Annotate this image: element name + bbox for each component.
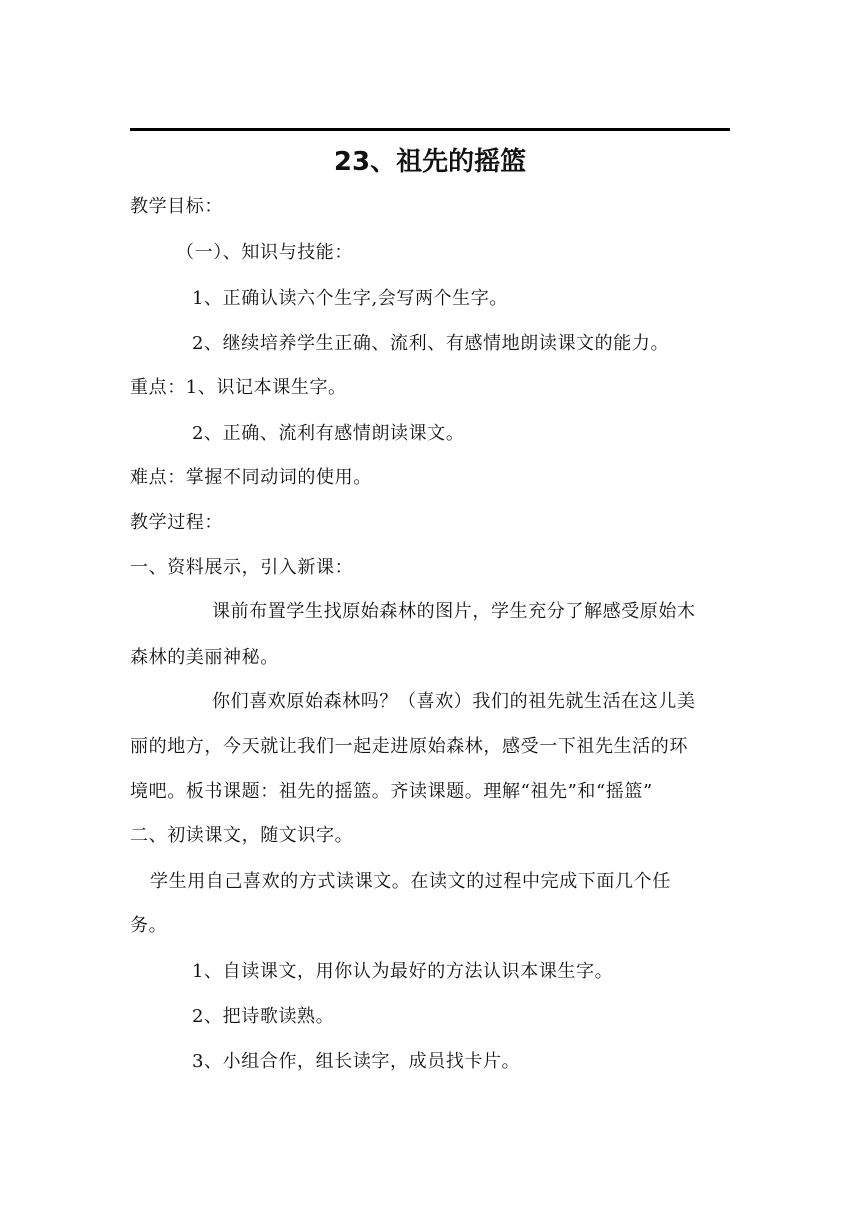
section-two-heading: 二、初读课文，随文识字。 [130,825,354,846]
paragraph-3-line-1: 学生用自己喜欢的方式读课文。在读文的过程中完成下面几个任 [150,871,671,892]
paragraph-2-line-1: 你们喜欢原始森林吗？（喜欢）我们的祖先就生活在这儿美 [212,691,696,712]
paragraph-1-line-2: 森林的美丽神秘。 [130,647,279,668]
task-item-2: 2、把诗歌读熟。 [192,1006,335,1027]
goal-item-2: 2、继续培养学生正确、流利、有感情地朗读课文的能力。 [192,333,670,354]
teaching-goals-heading: 教学目标： [130,196,223,217]
header-rule [130,128,730,131]
paragraph-2-line-2: 丽的地方，今天就让我们一起走进原始森林，感受一下祖先生活的环 [130,736,688,757]
paragraph-3-line-2: 务。 [130,915,168,936]
goal-item-1: 1、正确认读六个生字,会写两个生字。 [192,288,508,309]
difficulty-line: 难点：掌握不同动词的使用。 [130,467,372,488]
task-item-1: 1、自读课文，用你认为最好的方法认识本课生字。 [192,961,614,982]
key-points-2: 2、正确、流利有感情朗读课文。 [192,423,465,444]
section-one-heading: 一、资料展示，引入新课： [130,557,354,578]
key-points-1: 重点：1、识记本课生字。 [130,377,347,398]
paragraph-2-line-3: 境吧。板书课题：祖先的摇篮。齐读课题。理解“祖先”和“摇篮” [130,781,653,802]
teaching-process-heading: 教学过程： [130,512,223,533]
paragraph-1-line-1: 课前布置学生找原始森林的图片，学生充分了解感受原始木 [212,601,696,622]
task-item-3: 3、小组合作，组长读字，成员找卡片。 [192,1051,521,1072]
document-title: 23、祖先的摇篮 [333,147,527,177]
knowledge-skills-heading: （一）、知识与技能： [176,242,353,263]
